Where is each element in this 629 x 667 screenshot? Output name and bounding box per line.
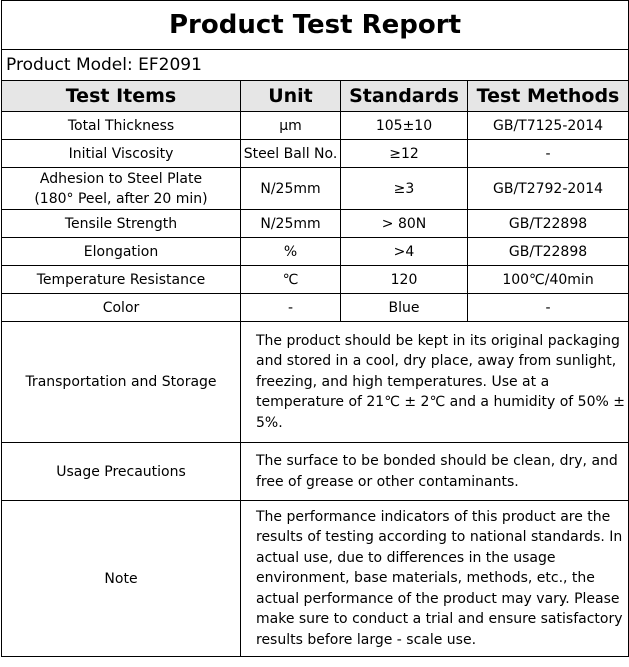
standard-cell: Blue: [341, 294, 468, 322]
method-cell: GB/T2792-2014: [468, 168, 629, 210]
header-test-methods: Test Methods: [468, 81, 629, 112]
model-row: [2, 50, 629, 81]
unit-cell: N/25mm: [241, 168, 341, 210]
test-item: Color: [2, 294, 241, 322]
storage-row: [2, 322, 629, 443]
note-label: Note: [2, 501, 241, 657]
header-unit: Unit: [241, 81, 341, 112]
test-item: Initial Viscosity: [2, 140, 241, 168]
method-cell: 100℃/40min: [468, 266, 629, 294]
test-item: Temperature Resistance: [2, 266, 241, 294]
unit-cell: Steel Ball No.: [241, 140, 341, 168]
header-test-items: Test Items: [2, 81, 241, 112]
unit-cell: -: [241, 294, 341, 322]
test-item-line: (180° Peel, after 20 min): [34, 190, 208, 207]
standard-cell: 105±10: [341, 112, 468, 140]
method-cell: -: [468, 294, 629, 322]
standard-cell: ≥12: [341, 140, 468, 168]
unit-cell: ℃: [241, 266, 341, 294]
precautions-text: The surface to be bonded should be clean, dry, and free of grease or other contaminants.: [241, 443, 629, 501]
table-row: [2, 210, 629, 238]
test-item: Elongation: [2, 238, 241, 266]
title-row: [2, 1, 629, 50]
test-item: Tensile Strength: [2, 210, 241, 238]
precautions-row: [2, 443, 629, 501]
note-text: The performance indicators of this product are the results of testing according to national standards. In actual use, due to differences in the usage environment, base materials, methods, etc., the actual performance of the product may vary. Please make sure to conduct a trial and ensure satisfactory results before large - scale use.: [241, 501, 629, 657]
table-row: [2, 140, 629, 168]
unit-cell: %: [241, 238, 341, 266]
standard-cell: > 80N: [341, 210, 468, 238]
table-row: [2, 238, 629, 266]
test-item: [2, 168, 241, 210]
table-row: [2, 112, 629, 140]
precautions-label: Usage Precautions: [2, 443, 241, 501]
method-cell: GB/T22898: [468, 210, 629, 238]
storage-label: Transportation and Storage: [2, 322, 241, 443]
standard-cell: 120: [341, 266, 468, 294]
standard-cell: ≥3: [341, 168, 468, 210]
table-row: [2, 266, 629, 294]
test-item-line: Adhesion to Steel Plate: [39, 170, 203, 187]
test-item: Total Thickness: [2, 112, 241, 140]
table-row: [2, 168, 629, 210]
unit-cell: μm: [241, 112, 341, 140]
method-cell: GB/T7125-2014: [468, 112, 629, 140]
unit-cell: N/25mm: [241, 210, 341, 238]
table-row: [2, 294, 629, 322]
standard-cell: >4: [341, 238, 468, 266]
storage-text: The product should be kept in its original packaging and stored in a cool, dry place, away from sunlight, freezing, and high temperatures. Use at a temperature of 21℃ ± 2℃ and a humidity of 50% ± 5%.: [241, 322, 629, 443]
note-row: [2, 501, 629, 657]
header-standards: Standards: [341, 81, 468, 112]
test-report-table: [1, 0, 629, 657]
report-title: Product Test Report: [2, 1, 629, 50]
method-cell: GB/T22898: [468, 238, 629, 266]
method-cell: -: [468, 140, 629, 168]
product-model: Product Model: EF2091: [2, 50, 629, 81]
header-row: [2, 81, 629, 112]
